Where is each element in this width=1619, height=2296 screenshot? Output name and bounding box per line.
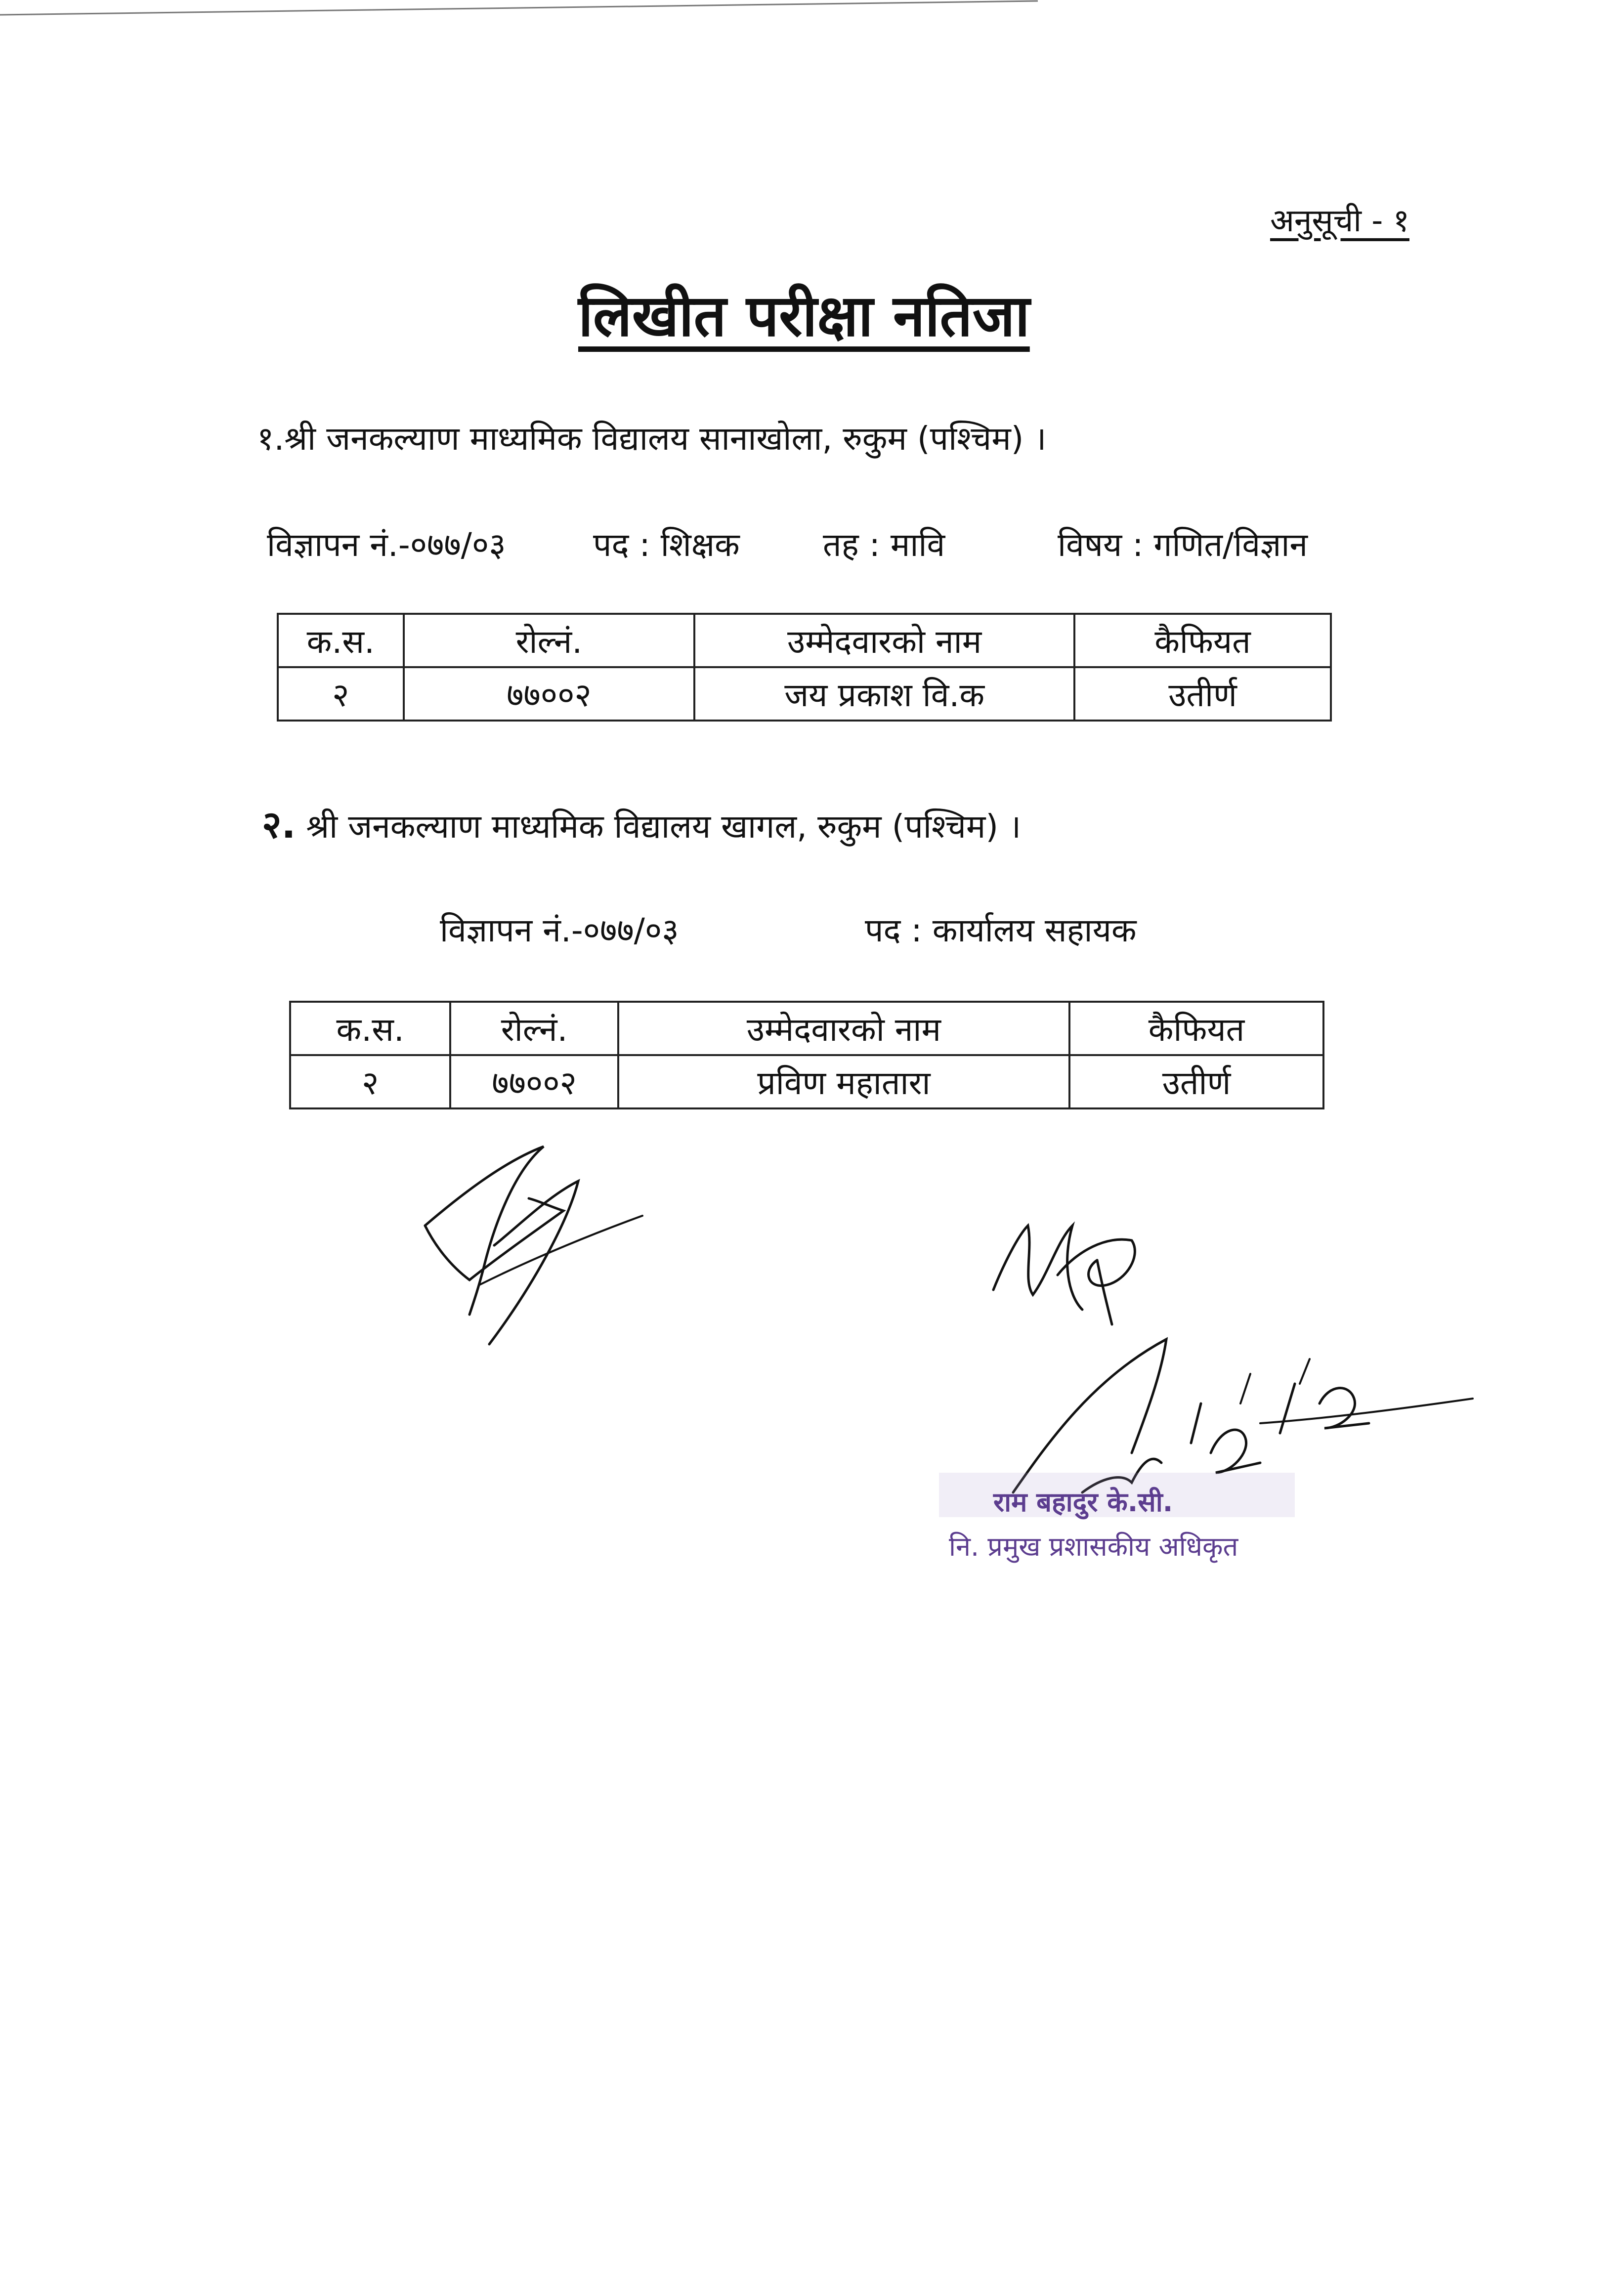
- section1-subject: विषय : गणित/विज्ञान: [1058, 526, 1308, 564]
- cell-candidate: प्रविण महातारा: [618, 1055, 1069, 1108]
- section1-level: तह : मावि: [823, 526, 945, 564]
- stamp-name: राम बहादुर के.सी.: [993, 1487, 1173, 1518]
- header-roll: रोल्नं.: [404, 614, 695, 667]
- cell-serial: २: [290, 1055, 450, 1108]
- cell-remarks: उतीर्ण: [1074, 667, 1331, 721]
- section2-school-line: [262, 798, 1021, 849]
- official-stamp: [939, 1443, 1305, 1591]
- header-serial: क.स.: [278, 614, 404, 667]
- cell-candidate: जय प्रकाश वि.क: [694, 667, 1074, 721]
- table-row: [278, 667, 1331, 721]
- header-remarks: कैफियत: [1069, 1002, 1323, 1055]
- annex-label: अनुसूची - १: [1270, 203, 1409, 239]
- table-header-row: [290, 1002, 1323, 1055]
- section2-result-table: [289, 1001, 1324, 1109]
- table-row: [290, 1055, 1323, 1108]
- section1-school: १.श्री जनकल्याण माध्यमिक विद्यालय सानाखोला, रुकुम (पश्चिम) ।: [257, 420, 1047, 458]
- section1-ad-no: विज्ञापन नं.-०७७/०३: [267, 526, 506, 564]
- header-candidate: उम्मेदवारको नाम: [694, 614, 1074, 667]
- header-remarks: कैफियत: [1074, 614, 1331, 667]
- cell-serial: २: [278, 667, 404, 721]
- section2-number: २.: [262, 803, 296, 847]
- section2-school: श्री जनकल्याण माध्यमिक विद्यालय खागल, रुकुम (पश्चिम) ।: [306, 808, 1022, 846]
- section2-post: पद : कार्यालय सहायक: [865, 911, 1137, 949]
- cell-roll: ७७००२: [450, 1055, 618, 1108]
- cell-roll: ७७००२: [404, 667, 695, 721]
- header-candidate: उम्मेदवारको नाम: [618, 1002, 1069, 1055]
- section2-ad-no: विज्ञापन नं.-०७७/०३: [440, 911, 679, 949]
- cell-remarks: उतीर्ण: [1069, 1055, 1323, 1108]
- table-header-row: [278, 614, 1331, 667]
- section1-result-table: [277, 613, 1332, 722]
- header-roll: रोल्नं.: [450, 1002, 618, 1055]
- signature-left: [420, 1137, 657, 1354]
- document-title: लिखीत परीक्षा नतिजा: [578, 283, 1030, 349]
- header-serial: क.स.: [290, 1002, 450, 1055]
- scan-edge-line: [0, 0, 1038, 20]
- stamp-designation: नि. प्रमुख प्रशासकीय अधिकृत: [949, 1531, 1238, 1562]
- section1-post: पद : शिक्षक: [593, 526, 740, 564]
